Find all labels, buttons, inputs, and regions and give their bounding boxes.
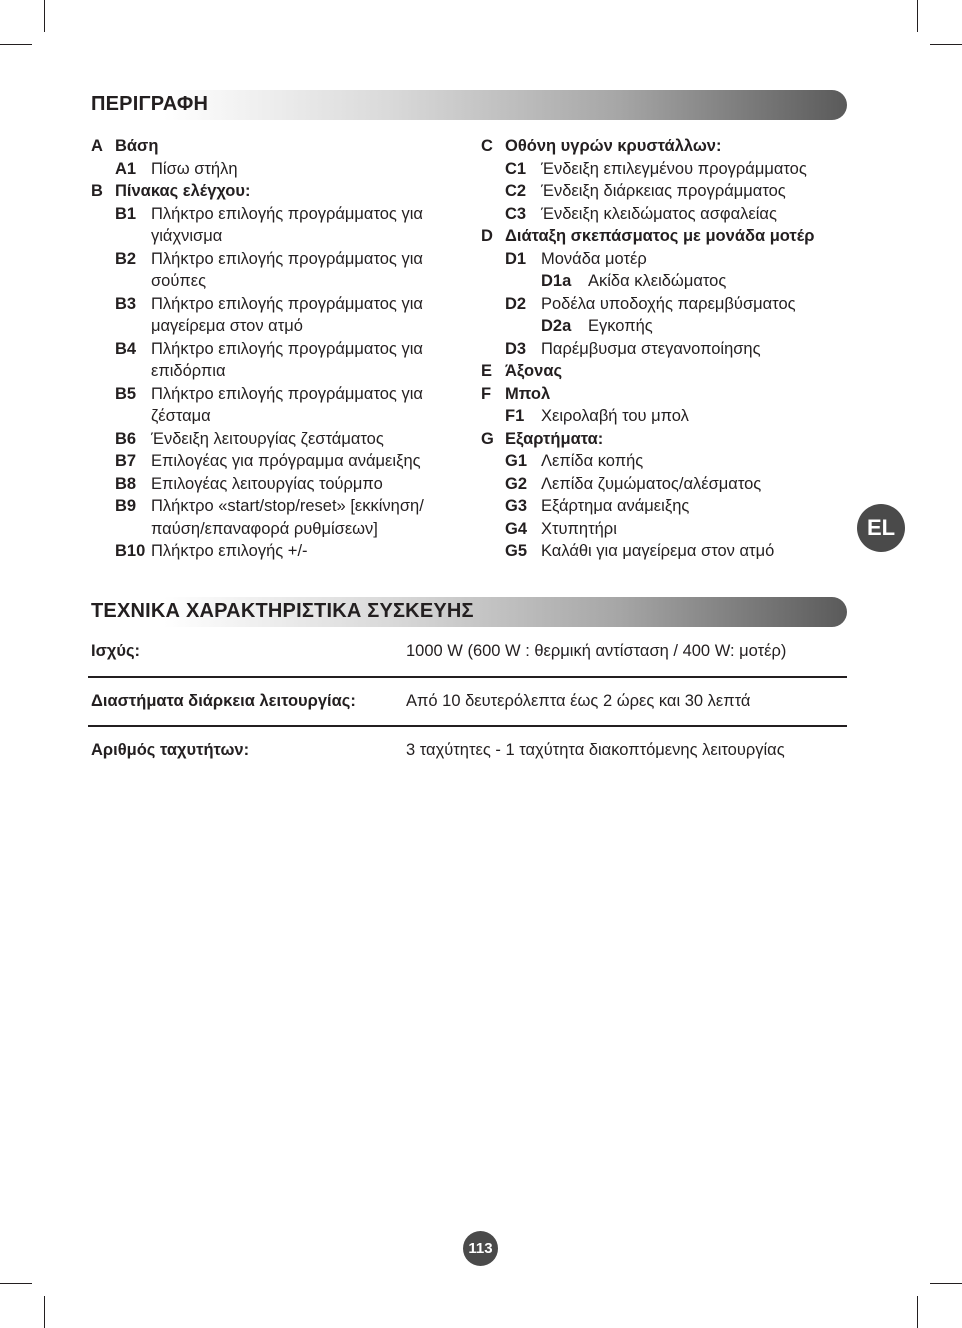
divider (88, 676, 847, 678)
list-item: B3 Πλήκτρο επιλογής προγράμματος για μαγείρεμα στον ατμό (115, 294, 423, 335)
list-item: G5 Καλάθι για μαγείρεμα στον ατμό (505, 542, 775, 560)
divider (88, 725, 847, 727)
list-item: A Βάση (91, 137, 159, 155)
list-item: B1 Πλήκτρο επιλογής προγράμματος για γιάχνισμα (115, 204, 423, 245)
list-item: G Εξαρτήματα: (481, 429, 604, 448)
list-item: B2 Πλήκτρο επιλογής προγράμματος για σούπες (115, 249, 423, 290)
crop-mark (0, 44, 32, 45)
crop-mark (917, 0, 918, 32)
spec-label: Αριθμός ταχυτήτων: (91, 741, 250, 759)
list-item: G3 Εξάρτημα ανάμειξης (505, 497, 690, 515)
list-item: G4 Χτυπητήρι (505, 519, 617, 538)
spec-value: Από 10 δευτερόλεπτα έως 2 ώρες και 30 λεπτά (406, 692, 751, 710)
page-number: 113 (463, 1231, 498, 1266)
list-item: A1 Πίσω στήλη (115, 159, 238, 178)
list-item: B10 Πλήκτρο επιλογής +/- (115, 542, 308, 560)
list-item: B Πίνακας ελέγχου: (91, 182, 251, 200)
list-item: G2 Λεπίδα ζυμώματος/αλέσματος (505, 474, 762, 493)
spec-value: 1000 W (600 W : θερμική αντίσταση / 400 W: μοτέρ) (406, 642, 787, 660)
spec-label: Διαστήματα διάρκεια λειτουργίας: (91, 692, 356, 710)
list-item: D2 Ροδέλα υποδοχής παρεμβύσματος (505, 294, 796, 313)
description-heading: ΠΕΡΙΓΡΑΦΗ (91, 93, 209, 115)
list-item: F1 Χειρολαβή του μπολ (505, 407, 689, 425)
description-right-column (481, 135, 851, 563)
list-item: B5 Πλήκτρο επιλογής προγράμματος για ζέσταμα (115, 384, 423, 425)
list-item: D1a Ακίδα κλειδώματος (541, 272, 727, 290)
crop-mark (930, 44, 962, 45)
description-section-header (88, 90, 847, 120)
description-left-column (91, 135, 456, 563)
crop-mark (930, 1283, 962, 1284)
list-item: D1 Μονάδα μοτέρ (505, 249, 647, 268)
list-item: C Οθόνη υγρών κρυστάλλων: (481, 137, 722, 155)
crop-mark (44, 0, 45, 32)
list-item: B4 Πλήκτρο επιλογής προγράμματος για επιδόρπια (115, 339, 423, 380)
list-item: C3 Ένδειξη κλειδώματος ασφαλείας (505, 204, 777, 223)
list-item: E Άξονας (481, 362, 563, 380)
list-item: B8 Επιλογέας λειτουργίας τούρμπο (115, 474, 383, 493)
list-item: D Διάταξη σκεπάσματος με μονάδα μοτέρ (481, 227, 815, 245)
list-item: C1 Ένδειξη επιλεγμένου προγράμματος (505, 159, 807, 178)
crop-mark (917, 1296, 918, 1328)
list-item: B9 Πλήκτρο «start/stop/reset» [εκκίνηση/ παύση/επαναφορά ρυθμίσεων] (115, 497, 424, 538)
crop-mark (0, 1283, 32, 1284)
list-item: D3 Παρέμβυσμα στεγανοποίησης (505, 339, 761, 358)
list-item: B7 Επιλογέας για πρόγραμμα ανάμειξης (115, 452, 421, 470)
language-badge: EL (857, 504, 905, 552)
list-item: G1 Λεπίδα κοπής (505, 452, 644, 470)
spec-value: 3 ταχύτητες - 1 ταχύτητα διακοπτόμενης λειτουργίας (406, 741, 785, 759)
crop-mark (44, 1296, 45, 1328)
spec-label: Ισχύς: (91, 642, 141, 660)
specs-heading: ΤΕΧΝΙΚΑ ΧΑΡΑΚΤΗΡΙΣΤΙΚΑ ΣΥΣΚΕΥΗΣ (91, 600, 474, 622)
list-item: D2a Εγκοπής (541, 317, 653, 335)
list-item: C2 Ένδειξη διάρκειας προγράμματος (505, 182, 786, 200)
list-item: F Μπολ (481, 384, 551, 403)
list-item: B6 Ένδειξη λειτουργίας ζεστάματος (115, 429, 384, 448)
specs-section-header (88, 597, 847, 627)
